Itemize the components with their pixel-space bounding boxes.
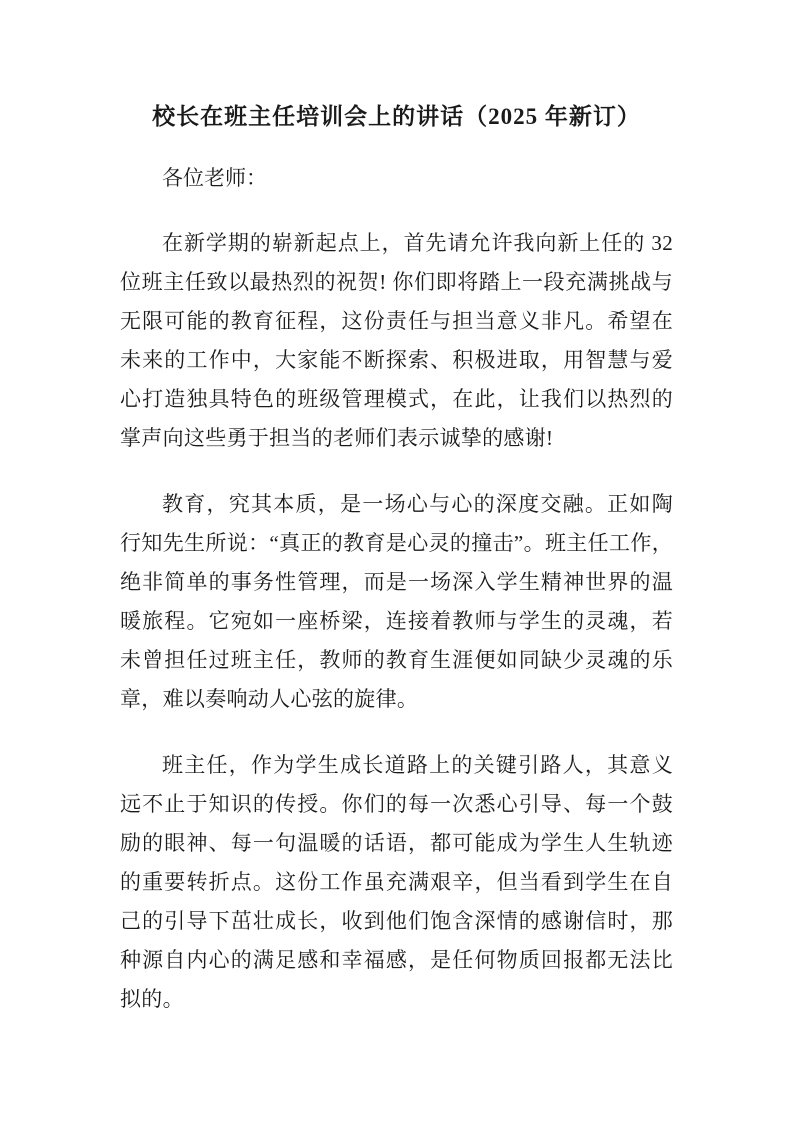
document-title: 校长在班主任培训会上的讲话（2025 年新订） [152, 104, 641, 129]
paragraph-1: 在新学期的崭新起点上，首先请允许我向新上任的 32 位班主任致以最热烈的祝贺! 你们即将踏上一段充满挑战与无限可能的教育征程，这份责任与担当意义非凡。希望在未来的工作中，大家能不断探索、积极进取，用智慧与爱心打造独具特色的班级管理模式，在此，让我们以热烈的掌声向这些勇于担当的老师们表示诚挚的感谢! [120, 231, 673, 450]
paragraph-3: 班主任，作为学生成长道路上的关键引路人，其意义远不止于知识的传授。你们的每一次悉心引导、每一个鼓励的眼神、每一句温暖的话语，都可能成为学生人生轨迹的重要转折点。这份工作虽充满艰辛，但当看到学生在自己的引导下茁壮成长，收到他们饱含深情的感谢信时，那种源自内心的满足感和幸福感，是任何物质回报都无法比拟的。 [120, 753, 673, 1011]
salutation-line: 各位老师： [162, 166, 267, 190]
paragraph-2: 教育，究其本质，是一场心与心的深度交融。正如陶行知先生所说：“真正的教育是心灵的撞击”。班主任工作，绝非简单的事务性管理，而是一场深入学生精神世界的温暖旅程。它宛如一座桥梁，连接着教师与学生的灵魂，若未曾担任过班主任，教师的教育生涯便如同缺少灵魂的乐章，难以奏响动人心弦的旋律。 [120, 492, 673, 711]
